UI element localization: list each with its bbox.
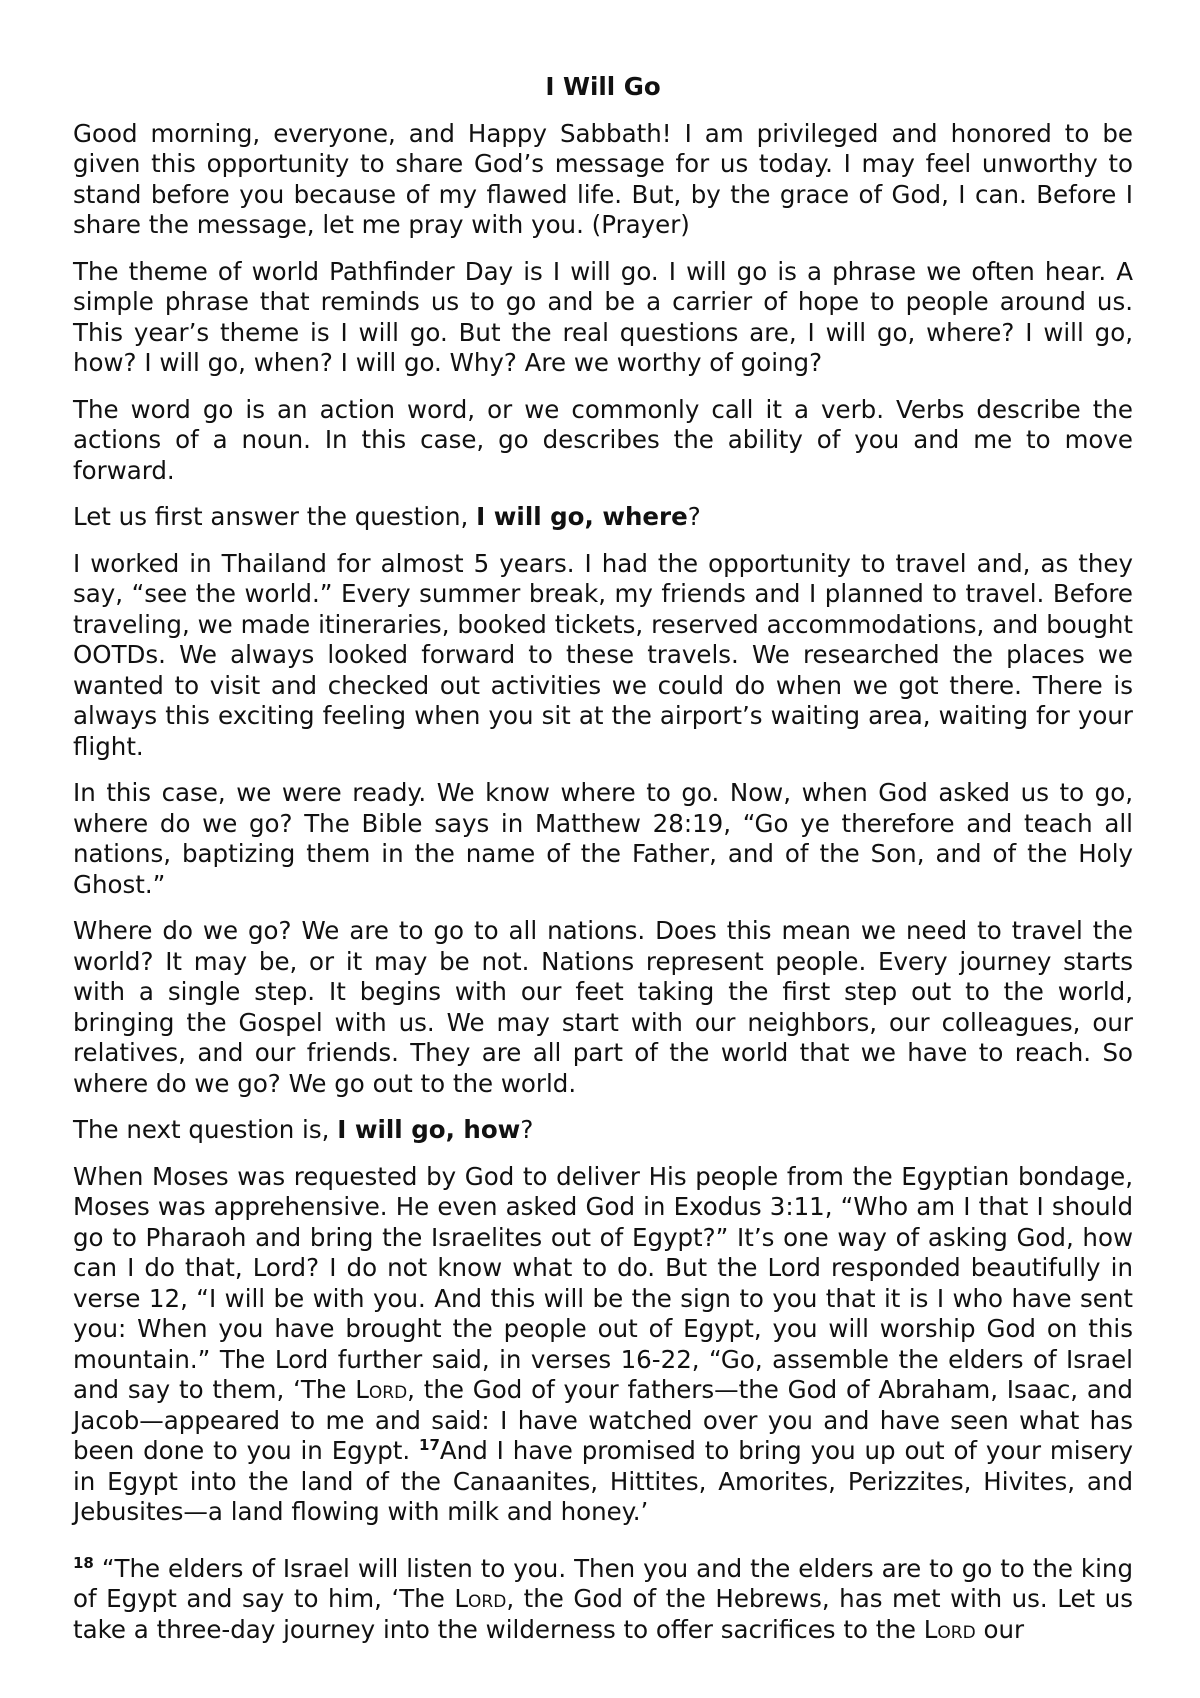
lord-small-caps: Lord: [454, 1584, 507, 1613]
elders-text-part: our: [975, 1614, 1025, 1644]
question-how-bold: I will go, how: [337, 1115, 521, 1144]
paragraph-matthew: In this case, we were ready. We know where to go. Now, when God asked us to go, where do we go? The Bible says in Matthew 28:19, “Go ye therefore and teach all nations, baptizing them in the name of the Father, and of the Son, and of the Holy Ghost.”: [73, 778, 1133, 899]
question-mark: ?: [687, 502, 701, 531]
question-mark: ?: [520, 1115, 534, 1144]
question-where-bold: I will go, where: [476, 502, 688, 531]
paragraph-question-how: [73, 1115, 1133, 1146]
moses-text-part: , the God of your fathers—the God of Abraham, Isaac, and Jacob—appeared to me and said: I have watched over you and have seen what has been done to you in Egypt.: [73, 1375, 1133, 1465]
document-page: [73, 62, 1133, 1661]
paragraph-greeting: Good morning, everyone, and Happy Sabbath! I am privileged and honored to be given this opportunity to share God’s message for us today. I may feel unworthy to stand before you because of my flawed life. But, by the grace of God, I can. Before I share the message, let me pray with you. (Prayer): [73, 118, 1133, 239]
lord-small-caps: Lord: [355, 1375, 408, 1404]
paragraph-question-where: [73, 502, 1133, 533]
paragraph-verb: The word go is an action word, or we commonly call it a verb. Verbs describe the actions of a noun. In this case, go describes the ability of you and me to move forward.: [73, 394, 1133, 485]
question-lead-text: Let us first answer the question,: [73, 502, 477, 531]
verse-number: 18: [73, 1553, 94, 1572]
elders-text-part: , the God of the Hebrews, has met with us. Let us take a three-day journey into the wilderness to offer sacrifices to the: [73, 1584, 1133, 1644]
verse-number: 17: [419, 1436, 440, 1454]
paragraph-thailand: I worked in Thailand for almost 5 years. I had the opportunity to travel and, as they say, “see the world.” Every summer break, my friends and I planned to travel. Before traveling, we made itineraries, booked tickets, reserved accommodations, and bought OOTDs. We always looked forward to these travels. We researched the places we wanted to visit and checked out activities we could do when we got there. There is always this exciting feeling when you sit at the airport’s waiting area, waiting for your flight.: [73, 548, 1133, 761]
paragraph-moses: [73, 1162, 1133, 1528]
paragraph-elders: [73, 1554, 1133, 1646]
moses-text-part: And I have promised to bring you up out of your misery in Egypt into the land of the Canaanites, Hittites, Amorites, Perizzites, Hivites, and Jebusites—a land flowing with milk and honey.’: [73, 1436, 1133, 1526]
moses-text-part: When Moses was requested by God to deliver His people from the Egyptian bondage, Moses was apprehensive. He even asked God in Exodus 3:11, “Who am I that I should go to Pharaoh and bring the Israelites out of Egypt?” It’s one way of asking God, how can I do that, Lord? I do not know what to do. But the Lord responded beautifully in verse 12, “I will be with you. And this will be the sign to you that it is I who have sent you: When you have brought the people out of Egypt, you will worship God on this mountain.” The Lord further said, in verses 16-22, “Go, assemble the elders of Israel and say to them, ‘The: [73, 1161, 1133, 1404]
lord-small-caps: Lord: [923, 1614, 976, 1644]
paragraph-nations: Where do we go? We are to go to all nations. Does this mean we need to travel the world? It may be, or it may be not. Nations represent people. Every journey starts with a single step. It begins with our feet taking the first step out to the world, bringing the Gospel with us. We may start with our neighbors, our colleagues, our relatives, and our friends. They are all part of the world that we have to reach. So where do we go? We go out to the world.: [73, 916, 1133, 1098]
elders-text-part: “The elders of Israel will listen to you. Then you and the elders are to go to the king of Egypt and say to him, ‘The: [73, 1553, 1133, 1613]
paragraph-theme: The theme of world Pathfinder Day is I will go. I will go is a phrase we often hear. A simple phrase that reminds us to go and be a carrier of hope to people around us. This year’s theme is I will go. But the real questions are, I will go, where? I will go, how? I will go, when? I will go. Why? Are we worthy of going?: [73, 256, 1133, 377]
question-lead-text: The next question is,: [73, 1115, 338, 1144]
document-title: I Will Go: [545, 72, 661, 101]
